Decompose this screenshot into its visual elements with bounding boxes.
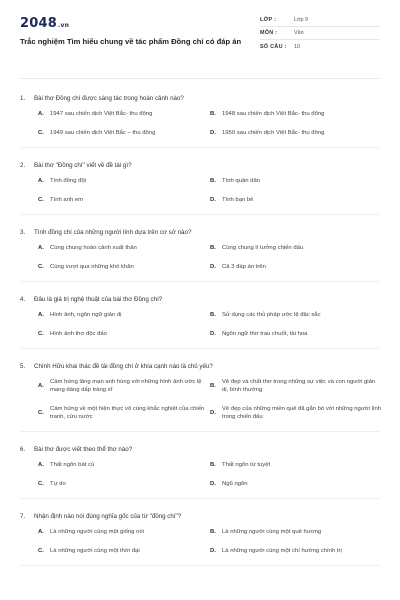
question-divider	[20, 431, 380, 432]
meta-value: Lớp 9	[294, 17, 309, 23]
question-divider	[20, 281, 380, 282]
answer-letter: B.	[210, 383, 216, 389]
answer-text: Là những người cùng một quê hương	[222, 529, 322, 535]
question-list	[20, 95, 380, 566]
answer-option-d[interactable]	[210, 196, 382, 204]
meta-row-subject	[260, 27, 380, 40]
answer-letter: D.	[210, 331, 216, 337]
answer-letter: B.	[210, 111, 216, 117]
answer-option-c[interactable]	[38, 196, 210, 204]
answer-letter: A.	[38, 462, 44, 468]
answer-option-d[interactable]	[210, 480, 382, 488]
answer-option-a[interactable]	[38, 378, 210, 394]
answer-option-a[interactable]	[38, 244, 210, 252]
question-header	[20, 162, 380, 170]
question-number: 4.	[20, 296, 26, 303]
answer-letter: C.	[38, 331, 44, 337]
answer-letter: C.	[38, 197, 44, 203]
answer-options	[38, 461, 380, 488]
question-number: 3.	[20, 229, 26, 236]
answer-option-a[interactable]	[38, 461, 210, 469]
question-number: 7.	[20, 513, 26, 520]
question-divider	[20, 214, 380, 215]
answer-text: Tình anh em	[50, 197, 84, 203]
answer-letter: C.	[38, 481, 44, 487]
answer-text: 1947 sau chiến dịch Việt Bắc- thu đông	[50, 111, 153, 117]
meta-value: Văn	[294, 30, 304, 36]
answer-text: Hình ảnh thơ độc đáo	[50, 331, 107, 337]
answer-letter: C.	[38, 130, 44, 136]
question-text: Nhận định nào nói đúng nghĩa gốc của từ "đồng chí"?	[34, 513, 182, 520]
question-2	[20, 162, 380, 215]
meta-label: SỐ CÂU :	[260, 43, 287, 50]
answer-text: Tình đồng đội	[50, 178, 87, 184]
answer-option-b[interactable]	[210, 528, 382, 536]
answer-options	[38, 528, 380, 555]
answer-letter: D.	[210, 264, 216, 270]
answer-option-d[interactable]	[210, 547, 382, 555]
question-number: 6.	[20, 446, 26, 453]
question-text: Đâu là giá trị nghệ thuật của bài thơ Đồng chí?	[34, 296, 163, 303]
answer-text: Cảm hứng lãng mạn anh hùng với những hình ảnh ước lệ mang dáng dấp tráng sĩ	[50, 379, 202, 393]
answer-option-d[interactable]	[210, 129, 382, 137]
answer-text: Là những người cùng một thời đại	[50, 548, 140, 554]
answer-text: Hình ảnh, ngôn ngữ giản dị	[50, 312, 122, 318]
answer-option-a[interactable]	[38, 528, 210, 536]
question-6	[20, 446, 380, 499]
answer-text: Thất ngôn bát cú	[50, 462, 95, 468]
answer-text: Vẻ đẹp và chất thơ trong những sự việc và con người giản dị, bình thường	[222, 379, 376, 393]
answer-option-c[interactable]	[38, 547, 210, 555]
answer-letter: B.	[210, 312, 216, 318]
question-text: Bài thơ được viết theo thể thơ nào?	[34, 446, 133, 453]
answer-letter: D.	[210, 130, 216, 136]
question-divider	[20, 498, 380, 499]
meta-label: LỚP :	[260, 17, 277, 23]
answer-text: Thất ngôn tứ tuyệt	[222, 462, 271, 468]
answer-option-c[interactable]	[38, 129, 210, 137]
question-header	[20, 446, 380, 454]
question-7	[20, 513, 380, 566]
answer-letter: A.	[38, 383, 44, 389]
question-text: Bài thơ Đồng chí được sáng tác trong hoàn cảnh nào?	[34, 95, 184, 102]
header-divider	[20, 78, 380, 79]
answer-text: Tự do	[50, 481, 66, 487]
answer-option-b[interactable]	[210, 244, 382, 252]
answer-letter: A.	[38, 111, 44, 117]
page-title: Trắc nghiệm Tìm hiểu chung về tác phẩm Đồng chí có đáp án	[20, 37, 242, 46]
answer-option-c[interactable]	[38, 263, 210, 271]
question-header	[20, 296, 380, 304]
answer-text: Là những người cùng một chí hướng chính trị	[222, 548, 342, 554]
answer-option-b[interactable]	[210, 378, 382, 394]
answer-letter: B.	[210, 245, 216, 251]
answer-option-c[interactable]	[38, 480, 210, 488]
answer-text: Tình quân dân	[222, 178, 260, 184]
page-header	[20, 14, 380, 74]
answer-option-b[interactable]	[210, 311, 382, 319]
answer-letter: A.	[38, 178, 44, 184]
question-header	[20, 513, 380, 521]
question-3	[20, 229, 380, 282]
answer-option-b[interactable]	[210, 461, 382, 469]
question-4	[20, 296, 380, 349]
question-divider	[20, 147, 380, 148]
answer-letter: D.	[210, 481, 216, 487]
answer-text: Cùng chung lí tưởng chiến đấu	[222, 245, 304, 251]
answer-letter: B.	[210, 529, 216, 535]
answer-text: 1949 sau chiến dịch Việt Bắc – thu đông	[50, 130, 156, 136]
answer-option-c[interactable]	[38, 405, 210, 421]
answer-text: Cùng chung hoàn cảnh xuất thân	[50, 245, 137, 251]
answer-option-a[interactable]	[38, 177, 210, 185]
answer-text: Ngũ ngôn	[222, 481, 248, 487]
answer-option-b[interactable]	[210, 177, 382, 185]
question-header	[20, 229, 380, 237]
answer-options	[38, 378, 380, 421]
meta-row-class	[260, 14, 380, 27]
answer-text: Tình bạn bè	[222, 197, 254, 203]
answer-letter: D.	[210, 410, 216, 416]
question-number: 5.	[20, 363, 26, 370]
question-number: 2.	[20, 162, 26, 169]
answer-letter: A.	[38, 245, 44, 251]
answer-letter: C.	[38, 264, 44, 270]
answer-letter: B.	[210, 178, 216, 184]
question-divider	[20, 565, 380, 566]
answer-text: Sử dụng các thủ pháp ước lệ đặc sắc	[222, 312, 321, 318]
answer-text: 1950 sau chiến dịch Việt Bắc- thu đông	[222, 130, 325, 136]
answer-option-d[interactable]	[210, 330, 382, 338]
site-logo[interactable]: 2048.vn	[20, 16, 70, 31]
question-divider	[20, 348, 380, 349]
answer-text: 1948 sau chiến dịch Việt Bắc- thu đông	[222, 111, 325, 117]
answer-option-d[interactable]	[210, 263, 382, 271]
answer-option-a[interactable]	[38, 110, 210, 118]
answer-option-d[interactable]	[210, 405, 382, 421]
brand	[20, 14, 250, 74]
answer-text: Vẻ đẹp của những miền quê đã gắn bó với những người lính trong chiến đấu	[222, 406, 382, 420]
answer-text: Cả 3 đáp án trên	[222, 264, 266, 270]
answer-text: Ngôn ngữ thơ trau chuốt, tài hoa	[222, 331, 308, 337]
question-header	[20, 95, 380, 103]
answer-text: Cảm hứng về một hiện thực vô cùng khắc nghiệt của chiến tranh, cứu nước	[50, 406, 205, 420]
question-text: Tình đồng chí của những người lính dựa trên cơ sở nào?	[34, 229, 192, 236]
question-5	[20, 363, 380, 432]
meta-row-count	[260, 40, 380, 53]
answer-letter: C.	[38, 410, 44, 416]
answer-options	[38, 110, 380, 137]
answer-letter: D.	[210, 197, 216, 203]
answer-option-b[interactable]	[210, 110, 382, 118]
answer-options	[38, 311, 380, 338]
answer-options	[38, 244, 380, 271]
question-header	[20, 363, 380, 371]
question-text: Bài thơ "Đồng chí" viết về đề tài gì?	[34, 162, 132, 169]
answer-options	[38, 177, 380, 204]
answer-letter: C.	[38, 548, 44, 554]
quiz-meta	[260, 14, 380, 74]
answer-option-c[interactable]	[38, 330, 210, 338]
question-text: Chính Hữu khai thác đề tài đồng chí ở khía cạnh nào là chủ yếu?	[34, 363, 213, 370]
meta-value: 10	[294, 43, 300, 50]
answer-letter: A.	[38, 529, 44, 535]
meta-label: MÔN :	[260, 30, 278, 36]
answer-option-a[interactable]	[38, 311, 210, 319]
answer-text: Là những người cùng một giống nòi	[50, 529, 144, 535]
answer-letter: A.	[38, 312, 44, 318]
question-1	[20, 95, 380, 148]
answer-text: Cùng vượt qua những khó khăn	[50, 264, 134, 270]
question-number: 1.	[20, 95, 26, 102]
answer-letter: B.	[210, 462, 216, 468]
answer-letter: D.	[210, 548, 216, 554]
